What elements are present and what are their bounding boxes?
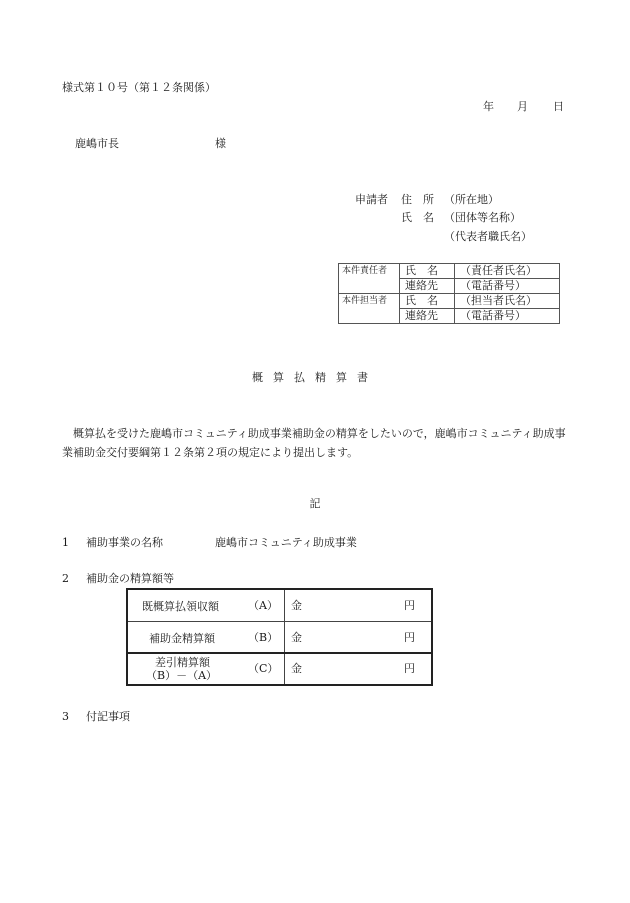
responsible-phone-field[interactable]: （電話番号） — [455, 279, 560, 294]
body-text: 概算払を受けた鹿嶋市コミュニティ助成事業補助金の精算をしたいので，鹿嶋市コミュニティ助成事業補助金交付要綱第１２条第２項の規定により提出します。 — [62, 427, 566, 459]
settlement-amount-table — [126, 588, 433, 686]
table-row — [339, 294, 560, 309]
amount-b-field[interactable] — [285, 621, 433, 653]
item-number: 3 — [62, 710, 69, 723]
responsible-name-field[interactable]: （責任者氏名） — [455, 264, 560, 279]
amount-formula: （B）－（A） — [146, 669, 218, 682]
amount-c-field[interactable] — [285, 653, 433, 685]
amount-label-cell — [127, 621, 285, 653]
kin-prefix: 金 — [291, 630, 302, 644]
amount-code: （A） — [248, 599, 278, 612]
document-title: 概算払精算書 — [252, 371, 378, 384]
table-row — [339, 264, 560, 279]
applicant-label: 申請者 — [355, 193, 388, 206]
item-number: 2 — [62, 572, 69, 585]
contact-table — [338, 263, 560, 324]
project-name-value: 鹿嶋市コミュニティ助成事業 — [215, 536, 357, 549]
ki-heading: 記 — [309, 497, 321, 510]
date-day-label: 日 — [553, 100, 564, 113]
amount-a-field[interactable] — [285, 589, 433, 621]
amount-label: 差引精算額 — [155, 656, 210, 669]
kin-prefix: 金 — [291, 599, 302, 612]
yen-unit: 円 — [404, 599, 415, 612]
staff-phone-field[interactable]: （電話番号） — [455, 309, 560, 324]
date-month-label: 月 — [517, 100, 528, 113]
kin-prefix: 金 — [291, 662, 302, 675]
table-row — [127, 653, 432, 685]
amount-label-cell — [127, 589, 285, 621]
table-row — [127, 589, 432, 621]
address-field[interactable]: （所在地） — [444, 193, 499, 206]
representative-name-field[interactable]: （代表者職氏名） — [444, 230, 532, 243]
item-label-project-name: 補助事業の名称 — [86, 536, 163, 549]
contact-field-label: 連絡先 — [400, 309, 455, 324]
address-label: 住 所 — [401, 193, 434, 206]
item-label-settlement: 補助金の精算額等 — [86, 572, 174, 585]
contact-field-label: 氏 名 — [400, 264, 455, 279]
yen-unit: 円 — [404, 662, 415, 675]
staff-name-field[interactable]: （担当者氏名） — [455, 294, 560, 309]
amount-label: 補助金精算額 — [149, 631, 215, 645]
date-year-label: 年 — [483, 100, 494, 113]
contact-role-responsible: 本件責任者 — [339, 264, 400, 294]
item-label-notes: 付記事項 — [86, 710, 130, 723]
yen-unit: 円 — [404, 630, 415, 644]
contact-role-staff: 本件担当者 — [339, 294, 400, 324]
organization-name-field[interactable]: （団体等名称） — [444, 211, 521, 224]
amount-code: （C） — [248, 662, 279, 675]
table-row — [127, 621, 432, 653]
form-number: 様式第１０号（第１２条関係） — [62, 81, 216, 94]
contact-field-label: 連絡先 — [400, 279, 455, 294]
addressee: 鹿嶋市長 — [75, 137, 119, 150]
amount-label-cell — [127, 653, 285, 685]
honorific: 様 — [215, 137, 226, 150]
item-number: 1 — [62, 536, 69, 549]
amount-code: （B） — [248, 630, 279, 644]
name-label: 氏 名 — [401, 211, 434, 224]
amount-label: 既概算払領収額 — [142, 600, 219, 613]
contact-field-label: 氏 名 — [400, 294, 455, 309]
